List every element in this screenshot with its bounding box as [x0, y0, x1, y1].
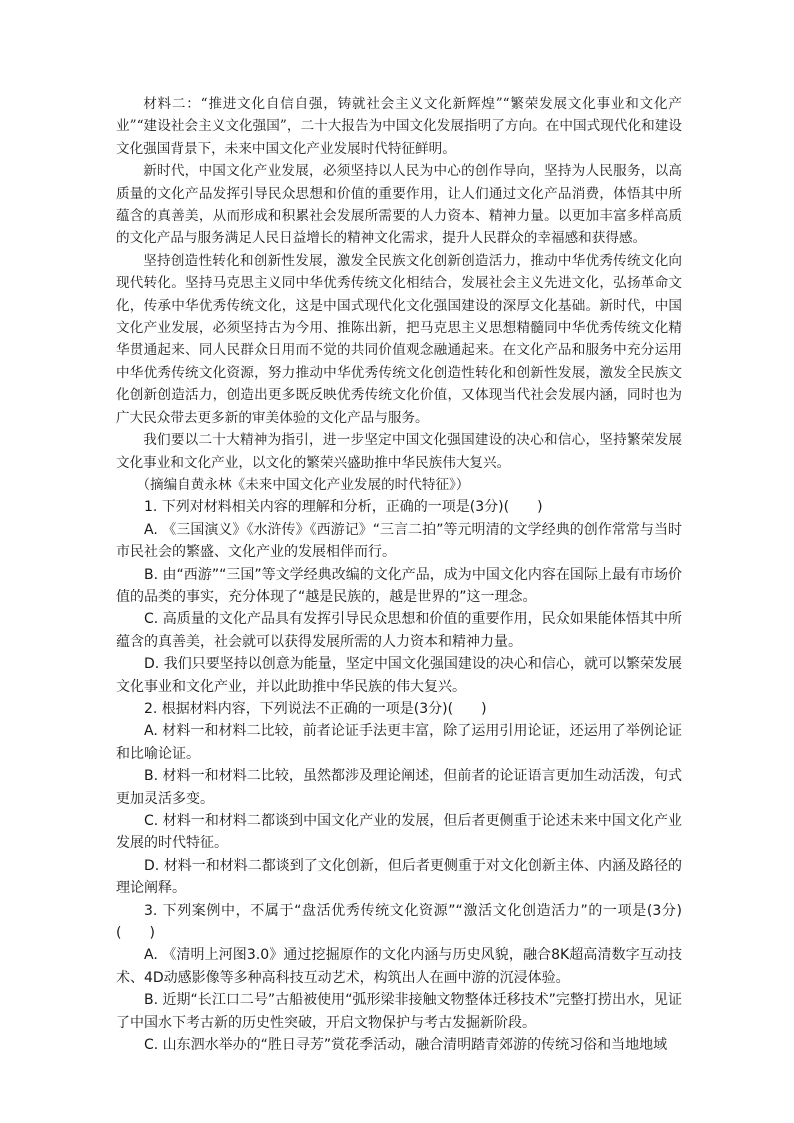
question-option: B. 材料一和材料二比较，虽然都涉及理论阐述，但前者的论证语言更加生动活泼，句式更加灵活多变。 [116, 768, 682, 807]
question-stem: 1. 下列对材料相关内容的理解和分析，正确的一项是(3分)( ) [144, 499, 543, 516]
question-option: B. 由“西游”“三国”等文学经典改编的文化产品，成为中国文化内容在国际上最有市场价值的品类的事实，充分体现了“越是民族的，越是世界的”这一理念。 [116, 566, 682, 605]
question-option: B. 近期“长江口二号”古船被使用“弧形梁非接触文物整体迁移技术”完整打捞出水，见证了中国水下考古新的历史性突破，开启文物保护与考古发掘新阶段。 [116, 992, 682, 1031]
material2-paragraph: 坚持创造性转化和创新性发展，激发全民族文化创新创造活力，推动中华优秀传统文化向现代转化。坚持马克思主义同中华优秀传统文化相结合，发展社会主义先进文化，弘扬革命文化，传承中华优秀传统文化，这是中国式现代化文化强国建设的深厚文化基础。新时代，中国文化产业发展，必须坚持古为今用、推陈出新，把马克思主义思想精髓同中华优秀传统文化精华贯通起来、同人民群众日用而不觉的共同价值观念融通起来。在文化产品和服务中充分运用中华优秀传统文化资源，努力推动中华优秀传统文化创造性转化和创新性发展，激发全民族文化创新创造活力，创造出更多既反映优秀传统文化价值，又体现当代社会发展内涵，同时也为广大民众带去更多新的审美体验的文化产品与服务。 [116, 252, 682, 426]
question-option: D. 材料一和材料二都谈到了文化创新，但后者更侧重于对文化创新主体、内涵及路径的理论阐释。 [116, 857, 682, 897]
question-option: A. 《三国演义》《水浒传》《西游记》“三言二拍”等元明清的文学经典的创作常常与当时市民社会的繁盛、文化产业的发展相伴而行。 [116, 521, 682, 561]
material2-paragraph: 新时代，中国文化产业发展，必须坚持以人民为中心的创作导向，坚持为人民服务，以高质量的文化产品发挥引导民众思想和价值的重要作用，让人们通过文化产品消费，体悟其中所蕴含的真善美，从而形成和积累社会发展所需要的人力资本、精神力量。以更加丰富多样高质的文化产品与服务满足人民日益增长的精神文化需求，提升人民群众的幸福感和获得感。 [116, 163, 682, 247]
material2-paragraph: 我们要以二十大精神为指引，进一步坚定中国文化强国建设的决心和信心，坚持繁荣发展文化事业和文化产业，以文化的繁荣兴盛助推中华民族伟大复兴。 [116, 432, 682, 471]
question-option: D. 我们只要坚持以创意为能量，坚定中国文化强国建设的决心和信心，就可以繁荣发展文化事业和文化产业，并以此助推中华民族的伟大复兴。 [116, 656, 682, 695]
question-option: A. 材料一和材料二比较，前者论证手法更丰富，除了运用引用论证，还运用了举例论证和比喻论证。 [116, 723, 682, 762]
document-body [116, 93, 682, 1056]
question-option: C. 山东泗水举办的“胜日寻芳”赏花季活动，融合清明踏青郊游的传统习俗和当地地域 [144, 1037, 668, 1054]
source-citation: （摘编自黄永林《未来中国文化产业发展的时代特征》） [136, 476, 470, 493]
question-stem: 3. 下列案例中，不属于“盘活优秀传统文化资源”“激活文化创造活力”的一项是(3分)( ) [116, 902, 682, 942]
material2-paragraph: 材料二：“推进文化自信自强，铸就社会主义文化新辉煌”“繁荣发展文化事业和文化产业”“建设社会主义文化强国”，二十大报告为中国文化发展指明了方向。在中国式现代化和建设 文化强国背景下，未来中国文化产业发展时代特征鲜明。 [116, 96, 682, 157]
question-stem: 2. 根据材料内容，下列说法不正确的一项是(3分)( ) [144, 700, 487, 717]
question-option: A. 《清明上河图3.0》通过挖掘原作的文化内涵与历史风貌，融合8K超高清数字互动技术、4D动感影像等多种高科技互动艺术，构筑出人在画中游的沉浸体验。 [116, 947, 682, 986]
question-option: C. 高质量的文化产品具有发挥引导民众思想和价值的重要作用，民众如果能体悟其中所蕴含的真善美，社会就可以获得发展所需的人力资本和精神力量。 [116, 611, 682, 650]
question-option: C. 材料一和材料二都谈到中国文化产业的发展，但后者更侧重于论述未来中国文化产业发展的时代特征。 [116, 813, 682, 852]
